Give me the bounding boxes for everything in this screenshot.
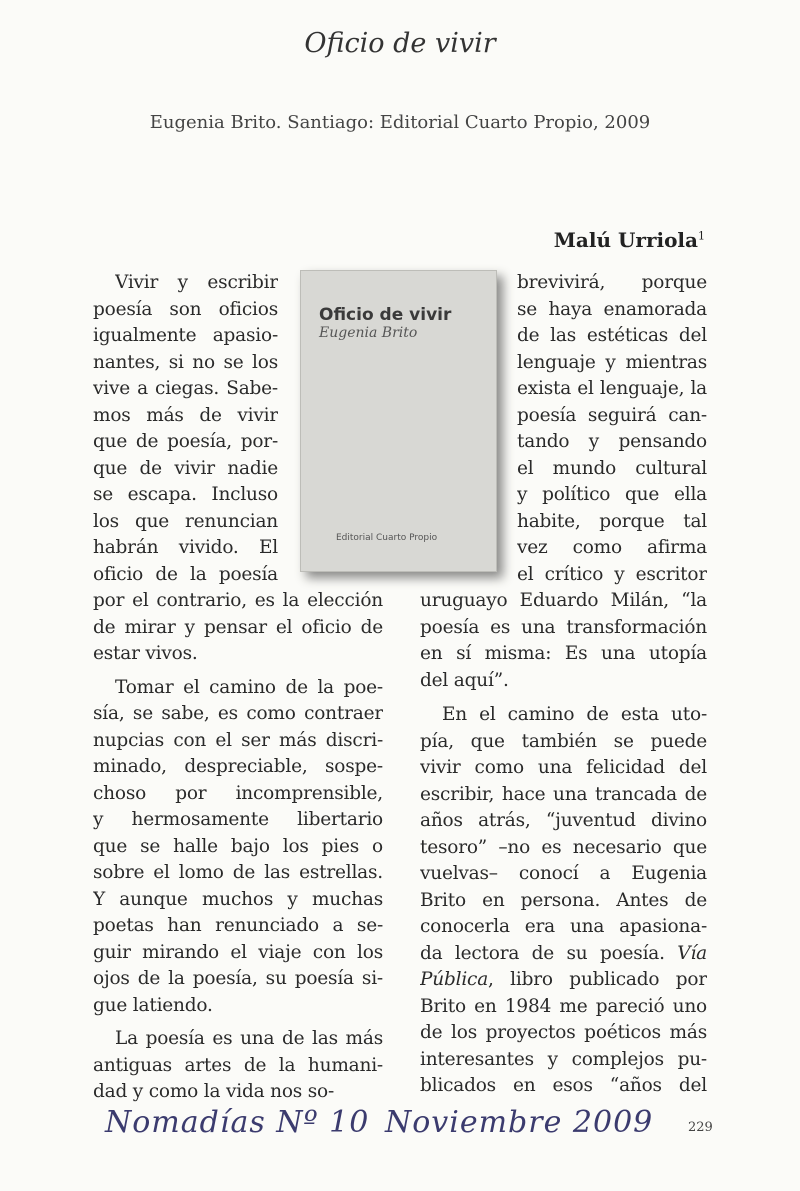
left-column-line: minado, despreciable, sospe- — [93, 756, 383, 777]
right-column-line: Pública, libro publicado por — [420, 969, 707, 990]
left-column-line: poetas han renunciado a se- — [93, 915, 383, 936]
left-column-line: gue latiendo. — [93, 994, 213, 1016]
right-column-line: Brito en persona. Antes de — [420, 889, 707, 911]
right-column-line: vez como afirma — [517, 537, 707, 558]
right-column-line: habite, porque tal — [517, 510, 707, 532]
left-column-line: Vivir y escribir — [115, 272, 278, 293]
left-column-line: ojos de la poesía, su poesía si- — [93, 968, 383, 989]
right-column-line: tesoro” –no es necesario que — [420, 836, 707, 858]
left-column-line: antiguas artes de la humani- — [93, 1054, 383, 1076]
author-footnote-marker: 1 — [698, 229, 705, 243]
right-column-line: de las estéticas del — [517, 325, 707, 346]
right-column-line: del aquí”. — [420, 669, 509, 691]
book-cover-author: Eugenia Brito — [319, 325, 418, 341]
right-column-line: En el camino de esta uto- — [442, 704, 707, 725]
left-column-line: que se halle bajo los pies o — [93, 835, 383, 857]
left-column-line: mos más de vivir — [93, 404, 278, 426]
right-column-line: tando y pensando — [517, 431, 707, 452]
right-column-line: vivir como una felicidad del — [420, 757, 707, 778]
left-column-line: que de vivir nadie — [93, 457, 278, 479]
left-column-line: nupcias con el ser más discri- — [93, 729, 383, 751]
left-column-line: que de poesía, por- — [93, 431, 278, 452]
right-column-line: interesantes y complejos pu- — [420, 1048, 707, 1070]
left-column-line: Y aunque muchos y muchas — [93, 888, 383, 910]
right-column-line: poesía es una transformación — [420, 616, 707, 638]
book-cover-title: Oficio de vivir — [319, 305, 452, 325]
author-name — [554, 228, 705, 252]
right-column-line: da lectora de su poesía. Vía — [420, 942, 707, 964]
right-column-line: se haya enamorada — [517, 298, 707, 320]
left-column-line: estar vivos. — [93, 643, 198, 664]
right-column-line: el mundo cultural — [517, 457, 707, 479]
right-column-line: Brito en 1984 me pareció uno — [420, 995, 707, 1017]
right-column-line: vuelvas– conocí a Eugenia — [420, 863, 707, 884]
handwritten-date-note: Noviembre 2009 — [385, 1105, 654, 1140]
right-column-line: en sí misma: Es una utopía — [420, 643, 707, 664]
left-column-line: poesía son oficios — [93, 298, 278, 320]
page-number: 229 — [688, 1120, 713, 1135]
right-column-line: el crítico y escritor — [517, 563, 707, 585]
right-column-line: blicados en esos “años del — [420, 1075, 707, 1096]
left-column-line: sobre el lomo de las estrellas. — [93, 862, 383, 883]
left-column-line: de mirar y pensar el oficio de — [93, 616, 383, 638]
right-column-line: de los proyectos poéticos más — [420, 1022, 707, 1043]
left-column-line: La poesía es una de las más — [115, 1028, 383, 1049]
book-cover-image — [300, 270, 497, 572]
bibliographic-reference: Eugenia Brito. Santiago: Editorial Cuarto Propio, 2009 — [149, 112, 651, 133]
right-column-line: exista el lenguaje, la — [517, 378, 707, 399]
left-column-line: sía, se sabe, es como contraer — [93, 703, 383, 724]
right-column-line: brevivirá, porque — [517, 272, 707, 293]
left-column-line: por el contrario, es la elección — [93, 590, 383, 611]
left-column-line: se escapa. Incluso — [93, 484, 278, 505]
right-column-line: conocerla era una apasiona- — [420, 916, 707, 937]
right-column-line: poesía seguirá can- — [517, 404, 707, 426]
left-column-line: Tomar el camino de la poe- — [115, 676, 383, 698]
right-column-line: escribir, hace una trancada de — [420, 783, 707, 805]
handwritten-journal-note: Nomadías Nº 10 — [105, 1105, 370, 1140]
right-column-line: años atrás, “juventud divino — [420, 810, 707, 831]
left-column-line: dad y como la vida nos so- — [93, 1081, 335, 1102]
left-column-line: nantes, si no se los — [93, 351, 278, 373]
left-column-line: oficio de la poesía — [93, 563, 278, 585]
author-name-text: Malú Urriola — [553, 228, 698, 252]
right-column-line: lenguaje y mientras — [517, 351, 707, 373]
book-cover-publisher: Editorial Cuarto Propio — [336, 533, 438, 543]
left-column-line: igualmente apasio- — [93, 325, 278, 346]
left-column-line: choso por incomprensible, — [93, 782, 383, 804]
right-column-line: uruguayo Eduardo Milán, “la — [420, 590, 707, 611]
left-column-line: los que renuncian — [93, 510, 278, 532]
left-column-line: vive a ciegas. Sabe- — [93, 378, 278, 399]
left-column-line: guir mirando el viaje con los — [93, 941, 383, 963]
left-column-line: y hermosamente libertario — [93, 809, 383, 830]
left-column-line: habrán vivido. El — [93, 537, 278, 558]
right-column-line: y político que ella — [517, 484, 707, 505]
right-column-line: pía, que también se puede — [420, 730, 707, 752]
article-title: Oficio de vivir — [304, 28, 496, 59]
